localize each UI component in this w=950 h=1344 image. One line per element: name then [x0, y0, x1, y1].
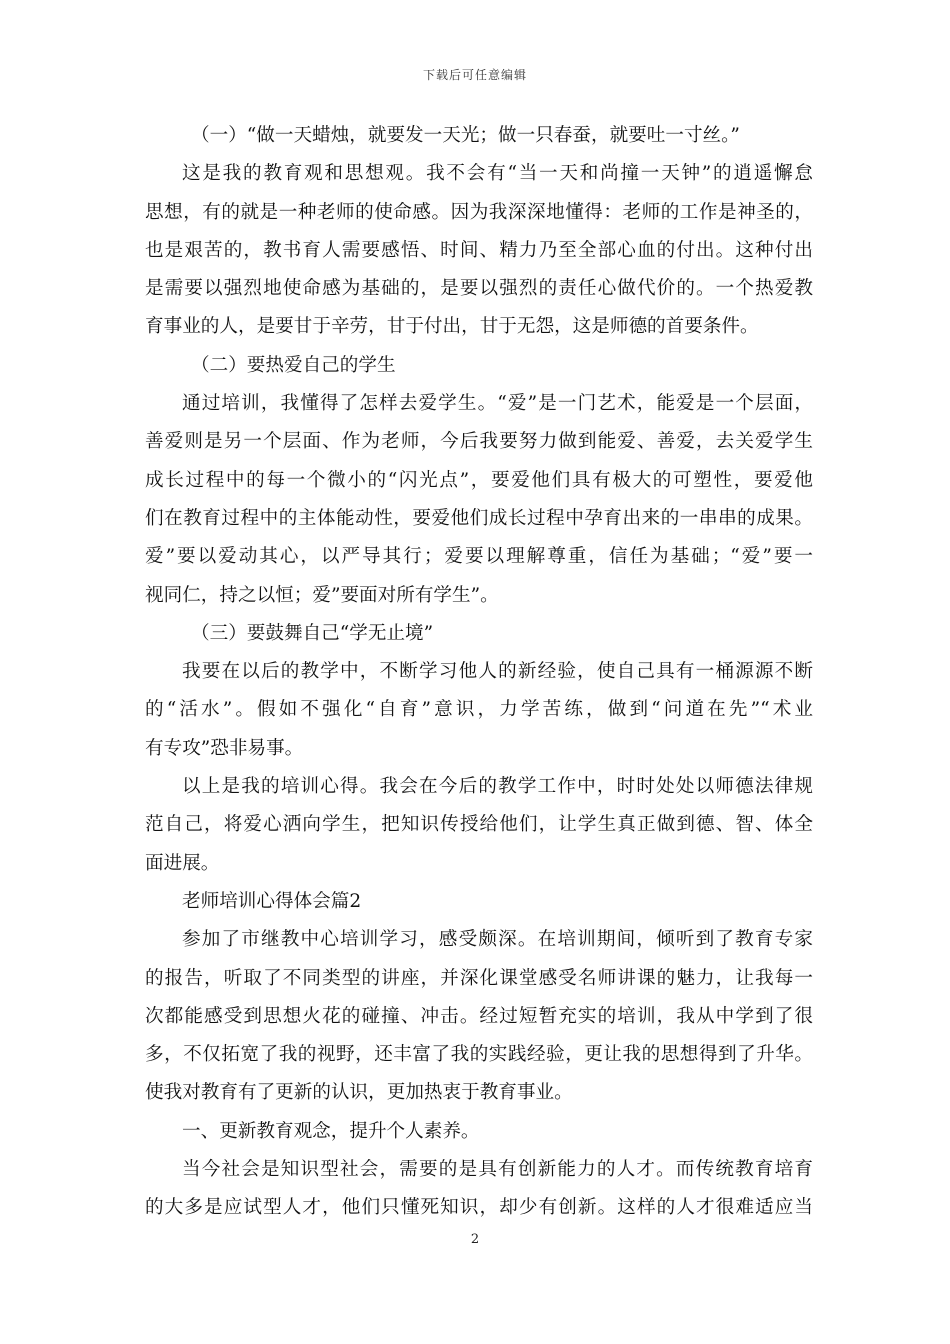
paragraph-line: 面进展。: [145, 852, 220, 874]
paragraph-line: 参加了市继教中心培训学习，感受颇深。在培训期间，倾听到了教育专家: [182, 929, 813, 951]
subheading-two: （二）要热爱自己的学生: [191, 354, 396, 376]
subheading-one: （一）“做一天蜡烛，就要发一天光；做一只春蚕，就要吐一寸丝。”: [191, 125, 740, 146]
paragraph-line: 思想，有的就是一种老师的使命感。因为我深深地懂得：老师的工作是神圣的，: [145, 201, 813, 223]
paragraph-line: 以上是我的培训心得。我会在今后的教学工作中，时时处处以师德法律规: [182, 776, 813, 798]
paragraph-line: 范自己，将爱心洒向学生，把知识传授给他们，让学生真正做到德、智、体全: [145, 814, 813, 836]
section-title: 老师培训心得体会篇2: [182, 890, 362, 912]
paragraph-line: 们在教育过程中的主体能动性，要爱他们成长过程中孕育出来的一串串的成果。: [145, 507, 813, 529]
paragraph-line: 的大多是应试型人才，他们只懂死知识，却少有创新。这样的人才很难适应当: [145, 1197, 813, 1219]
paragraph-line: 善爱则是另一个层面、作为老师，今后我要努力做到能爱、善爱，去关爱学生: [145, 431, 813, 453]
paragraph-line: 是需要以强烈地使命感为基础的，是要以强烈的责任心做代价的。一个热爱教: [145, 278, 813, 300]
paragraph-line: 这是我的教育观和思想观。我不会有“当一天和尚撞一天钟”的逍遥懈怠: [182, 163, 813, 185]
paragraph-line: 次都能感受到思想火花的碰撞、冲击。经过短暂充实的培训，我从中学到了很: [145, 1005, 813, 1027]
paragraph-line: 当今社会是知识型社会，需要的是具有创新能力的人才。而传统教育培育: [182, 1159, 813, 1181]
paragraph-line: 的“活水”。假如不强化“自育”意识，力学苦练，做到“问道在先”“术业: [145, 699, 813, 721]
page-number: 2: [470, 1232, 480, 1247]
paragraph-line: 我要在以后的教学中，不断学习他人的新经验，使自己具有一桶源源不断: [182, 661, 813, 683]
subheading-three: （三）要鼓舞自己“学无止境”: [191, 622, 434, 644]
paragraph-line: 视同仁，持之以恒；爱”要面对所有学生”。: [145, 584, 499, 606]
subheading-update: 一、更新教育观念，提升个人素养。: [182, 1120, 480, 1142]
paragraph-line: 使我对教育有了更新的认识，更加热衷于教育事业。: [145, 1082, 573, 1104]
paragraph-line: 通过培训，我懂得了怎样去爱学生。“爱”是一门艺术，能爱是一个层面，: [182, 393, 813, 415]
paragraph-line: 育事业的人，是要甘于辛劳，甘于付出，甘于无怨，这是师德的首要条件。: [145, 316, 759, 338]
paragraph-line: 有专攻”恐非易事。: [145, 737, 304, 759]
paragraph-line: 的报告，听取了不同类型的讲座，并深化课堂感受名师讲课的魅力，让我每一: [145, 967, 813, 989]
paragraph-line: 成长过程中的每一个微小的“闪光点”，要爱他们具有极大的可塑性，要爱他: [145, 469, 813, 491]
paragraph-line: 爱”要以爱动其心，以严导其行；爱要以理解尊重，信任为基础；“爱”要一: [145, 546, 813, 568]
paragraph-line: 多，不仅拓宽了我的视野，还丰富了我的实践经验，更让我的思想得到了升华。: [145, 1044, 813, 1066]
page-header-note: 下载后可任意编辑: [422, 68, 527, 82]
paragraph-line: 也是艰苦的，教书育人需要感悟、时间、精力乃至全部心血的付出。这种付出: [145, 239, 813, 261]
document-body: [145, 117, 813, 1228]
